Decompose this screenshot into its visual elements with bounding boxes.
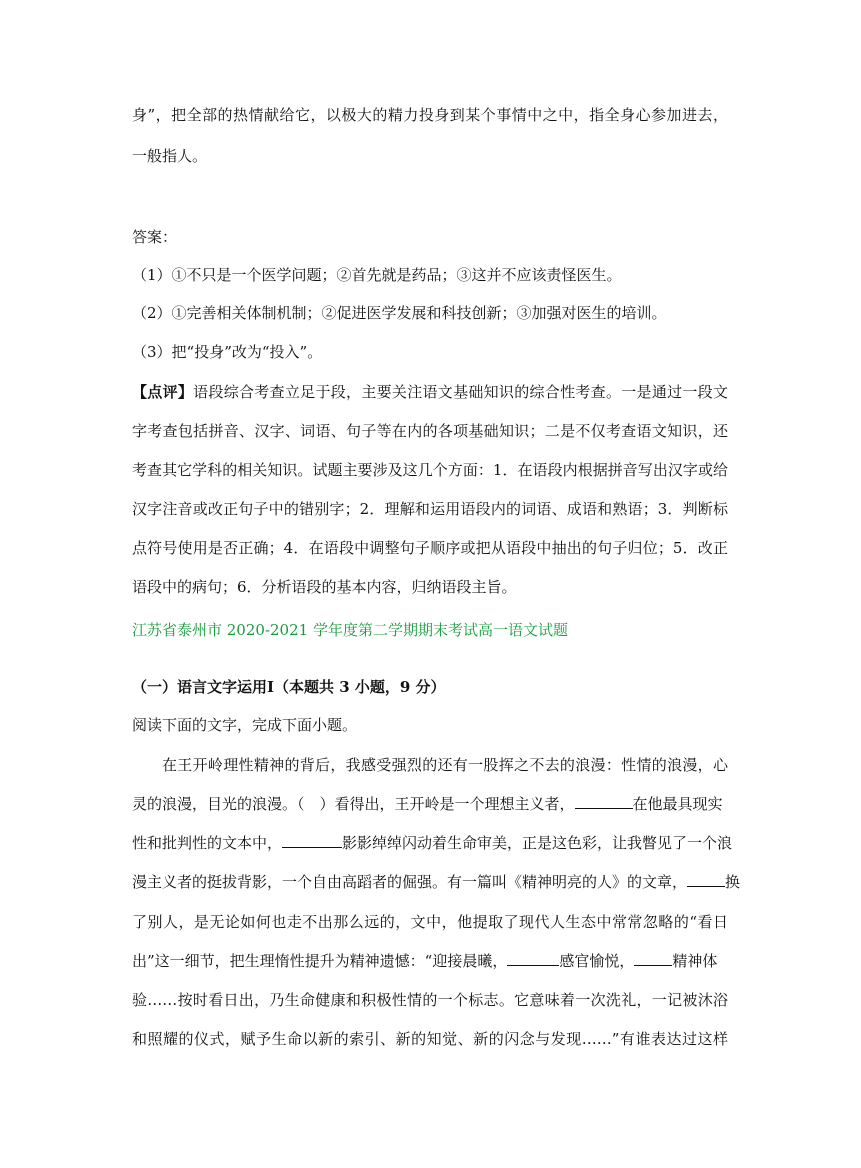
passage-line-4: 漫主义者的挺拔背影，一个自由高蹈者的倔强。有一篇叫《精神明亮的人》的文章， 换: [132, 873, 741, 891]
fill-blank: [687, 872, 725, 887]
answer-heading: 答案：: [132, 228, 178, 246]
passage-line-3: 性和批判性的文本中， 影影绰绰闪动着生命审美，正是这色彩，让我瞥见了一个浪: [132, 834, 733, 852]
comment-line-3: 考查其它学科的相关知识。试题主要涉及这几个方面：1．在语段内根据拼音写出汉字或给: [132, 461, 728, 479]
comment-line-5: 点符号使用是否正确；4．在语段中调整句子顺序或把从语段中抽出的句子归位；5．改正: [132, 539, 728, 557]
passage-line-1: 在王开岭理性精神的背后，我感受强烈的还有一股挥之不去的浪漫：性情的浪漫，心: [162, 756, 728, 774]
fill-blank: [507, 951, 559, 966]
answer-item-3: （3）把“投身”改为“投入”。: [132, 343, 323, 361]
section-heading: （一）语言文字运用Ⅰ（本题共 3 小题，9 分）: [132, 678, 446, 696]
comment-line-6: 语段中的病句；6．分析语段的基本内容，归纳语段主旨。: [132, 578, 517, 596]
fill-blank: [282, 833, 342, 848]
fill-blank: [634, 951, 672, 966]
passage-line-5: 了别人，是无论如何也走不出那么远的，文中，他提取了现代人生态中常常忽略的“看日: [132, 913, 728, 931]
passage-line-7: 验……按时看日出，乃生命健康和积极性情的一个标志。它意味着一次洗礼，一记被沐浴: [132, 991, 728, 1009]
comment-line-2: 字考查包括拼音、汉字、词语、句子等在内的各项基础知识；二是不仅考查语文知识，还: [132, 422, 728, 440]
intro-line-1: 身”，把全部的热情献给它，以极大的精力投身到某个事情中之中，指全身心参加进去，: [132, 106, 728, 124]
passage-line-6: 出”这一细节，把生理惰性提升为精神遗憾：“迎接晨曦， 感官愉悦， 精神体: [132, 952, 718, 970]
answer-item-1: （1）①不只是一个医学问题；②首先就是药品；③这并不应该责怪医生。: [132, 266, 622, 284]
section-instruction: 阅读下面的文字，完成下面小题。: [132, 716, 358, 734]
fill-blank: [575, 794, 633, 809]
intro-line-2: 一般指人。: [132, 147, 208, 165]
passage-line-8: 和照耀的仪式，赋予生命以新的索引、新的知觉、新的闪念与发现……”有谁表达过这样: [132, 1030, 728, 1048]
source-link[interactable]: 江苏省泰州市 2020-2021 学年度第二学期期末考试高一语文试题: [132, 621, 568, 639]
comment-line-1: [132, 381, 728, 402]
comment-line-4: 汉字注音或改正句子中的错别字；2．理解和运用语段内的词语、成语和熟语；3．判断标: [132, 500, 728, 518]
comment-text: 语段综合考查立足于段，主要关注语文基础知识的综合性考查。一是通过一段文: [193, 383, 728, 401]
answer-item-2: （2）①完善相关体制机制；②促进医学发展和科技创新；③加强对医生的培训。: [132, 304, 667, 322]
passage-line-2: 灵的浪漫，目光的浪漫。（ ）看得出，王开岭是一个理想主义者， 在他最具现实: [132, 795, 723, 813]
comment-tag: 【点评】: [132, 383, 194, 401]
